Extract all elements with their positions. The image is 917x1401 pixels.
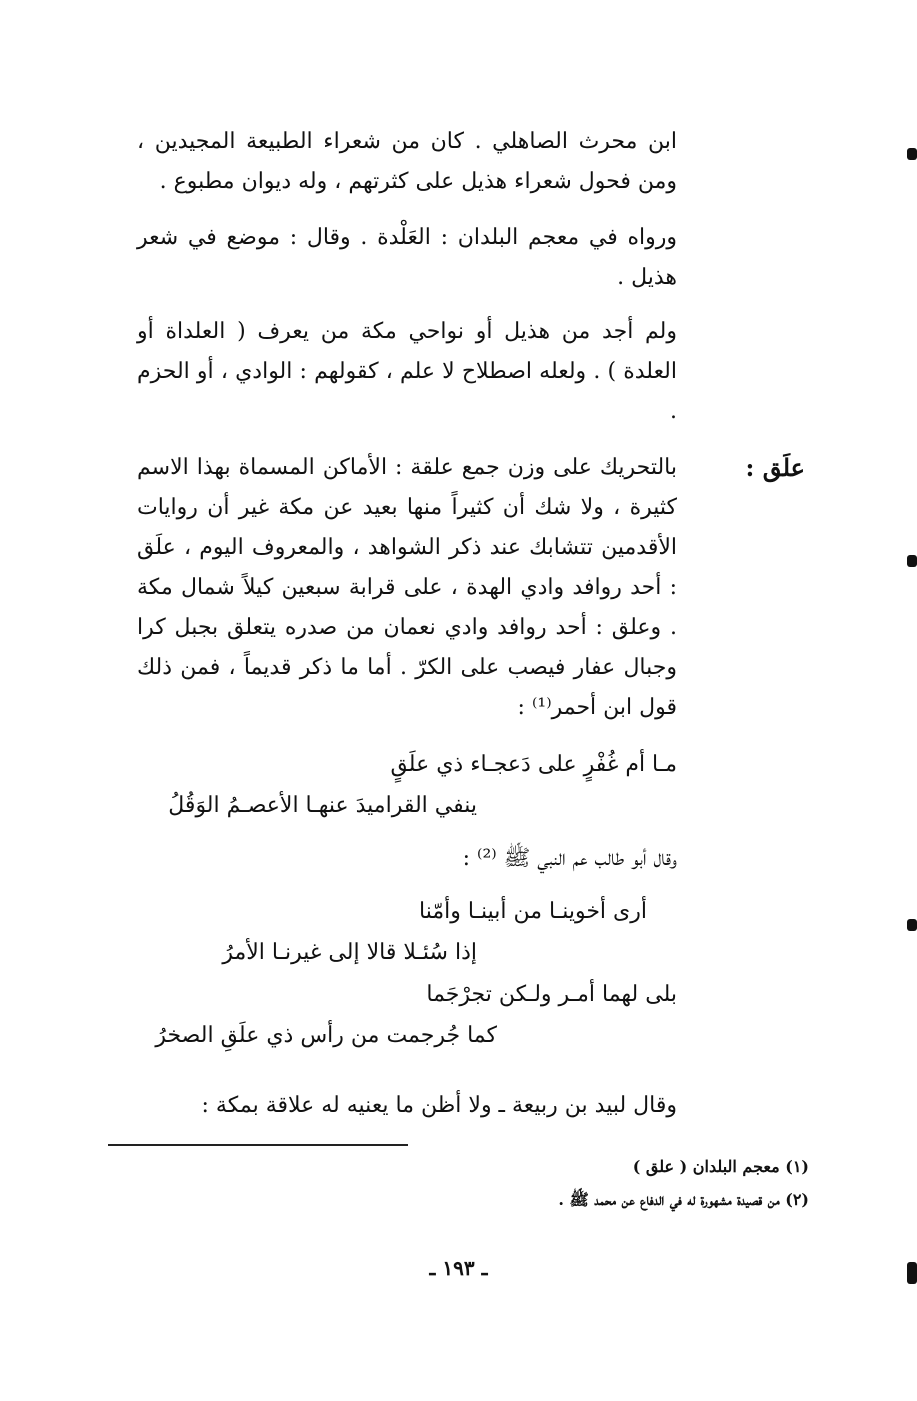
poem1-line2: ينفي القراميدَ عنهـا الأعصـمُ الوَقُلُ [168,793,477,818]
poem3-intro: وقال لبيد بن ربيعة ـ ولا أظن ما يعنيه له علاقة بمكة : [201,1093,677,1118]
footnote-divider [108,1144,408,1146]
entry-term: علَق : [745,453,805,482]
page-number: ـ ١٩٣ ـ [429,1256,488,1280]
poem2-line3: بلى لهما أمـر ولـكن تجرْجَما [426,982,677,1007]
margin-mark [907,555,917,567]
margin-mark [907,148,917,160]
entry-body: بالتحريك على وزن جمع علقة : الأماكن المسماة بهذا الاسم كثيرة ، ولا شك أن كثيراً منها بعيد عن مكة غير أن روايات الأقدمين تتشابك عند ذكر الشواهد ، والمعروف اليوم ، علَق : أحد روافد وادي الهدة ، على قرابة سبعين كيلاً شمال مكة . وعلق : أحد روافد وادي نعمان من صدره يتعلق بجبل كرا وجبال عفار فيصب على الكرّ . أما ما ذكر قديماً ، فمن ذلك قول ابن أحمر⁽¹⁾ : [137,455,677,720]
poem2-line4: كما جُرجمت من رأس ذي علَقِ الصخرُ [155,1023,497,1048]
margin-mark [907,1262,917,1284]
poem2-line1: أرى أخوينـا من أبينـا وأمّنا [419,899,647,924]
footnote-1: (١) معجم البلدان ( علق ) [632,1157,809,1176]
paragraph-2: ورواه في معجم البلدان : العَلْدة . وقال : موضع في شعر هذيل . [137,225,677,290]
poem1-line1: مـا أم غُفْرٍ على دَعجـاء ذي علَقٍ [390,752,677,777]
paragraph-1: ابن محرث الصاهلي . كان من شعراء الطبيعة المجيدين ، ومن فحول شعراء هذيل على كثرتهم ، وله ديوان مطبوع . [137,129,677,194]
margin-mark [907,919,917,931]
poem2-line2: إذا سُئـلا قالا إلى غيرنـا الأمرُ [222,940,477,965]
paragraph-3: ولم أجد من هذيل أو نواحي مكة من يعرف ( العلداة أو العلدة ) . ولعله اصطلاح لا علم ، كقولهم : الوادي ، أو الحزم . [137,319,677,424]
footnote-2: (٢) من قصيدة مشهورة له في الدفاع عن محمد ﷺ . [558,1190,809,1209]
poem2-intro: وقال أبو طالب عم النبي ﷺ ⁽²⁾ : [462,846,677,871]
